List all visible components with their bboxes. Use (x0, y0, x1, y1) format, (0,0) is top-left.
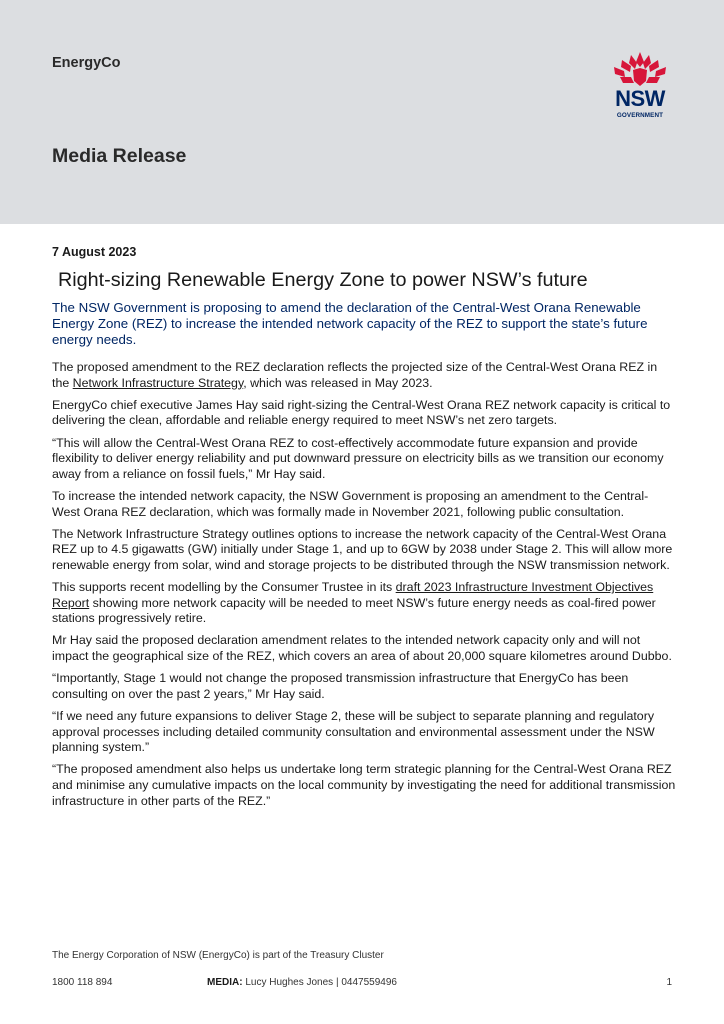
paragraph-4: To increase the intended network capacity, the NSW Government is proposing an amendment to the Central-West Orana REZ declaration, which was formally made in November 2021, following public consultation. (52, 488, 649, 519)
footer-note: The Energy Corporation of NSW (EnergyCo) is part of the Treasury Cluster (52, 950, 384, 961)
nsw-government-logo (606, 50, 674, 122)
release-date: 7 August 2023 (52, 245, 137, 259)
paragraph-1-text-before: The proposed amendment to the REZ declaration reflects the projected size of the Central-West Orana REZ in the (52, 360, 658, 390)
paragraph-7: Mr Hay said the proposed declaration amendment relates to the intended network capacity only and will not impact the geographical size of the REZ, which covers an area of about 20,000 square kilometres around Dubbo. (52, 633, 672, 664)
paragraph-6-text-before: This supports recent modelling by the Consumer Trustee in its (52, 580, 396, 595)
paragraph-10: “The proposed amendment also helps us undertake long term strategic planning for the Central-West Orana REZ and minimise any cumulative impacts on the local community by investigating the need for additional transmission infrastructure in other parts of the REZ.” (52, 762, 676, 808)
media-contact: Lucy Hughes Jones | 0447559496 (245, 977, 397, 988)
paragraph-6 (52, 580, 676, 627)
footer-phone: 1800 118 894 (52, 977, 113, 988)
waratah-icon (606, 50, 674, 88)
paragraph-5: The Network Infrastructure Strategy outlines options to increase the network capacity of the Central-West Orana REZ up to 4.5 gigawatts (GW) initially under Stage 1, and up to 6GW by 2038 under Stage 2. This will allow more renewable energy from solar, wind and storage projects to be distributed through the NSW transmission network. (52, 526, 673, 572)
article-body (52, 360, 676, 816)
paragraph-2: EnergyCo chief executive James Hay said right-sizing the Central-West Orana REZ network capacity is critical to delivering the clean, affordable and reliable energy required to meet NSW’s net zero targets. (52, 397, 671, 428)
paragraph-8: “Importantly, Stage 1 would not change the proposed transmission infrastructure that EnergyCo has been consulting on over the past 2 years,” Mr Hay said. (52, 671, 629, 701)
paragraph-6-text-after: showing more network capacity will be needed to meet NSW’s future energy needs as coal-fired power stations progressively retire. (52, 595, 656, 626)
header-banner (0, 0, 724, 224)
lead-paragraph: The NSW Government is proposing to amend the declaration of the Central-West Orana Renewable Energy Zone (REZ) to increase the intended network capacity of the REZ to support the state’s future energy needs. (52, 300, 648, 347)
article-title: Right-sizing Renewable Energy Zone to power NSW’s future (58, 269, 588, 291)
logo-government-text: GOVERNMENT (616, 112, 664, 119)
media-label: MEDIA: (207, 977, 243, 988)
paragraph-1-text-after: , which was released in May 2023. (243, 375, 433, 390)
footer-media-contact (207, 977, 397, 988)
document-type: Media Release (52, 145, 187, 167)
paragraph-1 (52, 360, 676, 391)
logo-nsw-text: NSW (615, 86, 665, 111)
organisation-name: EnergyCo (52, 55, 121, 71)
paragraph-9: “If we need any future expansions to deliver Stage 2, these will be subject to separate planning and regulatory approval processes including detailed community consultation and environmental assessment under the NSW planning system.” (52, 709, 655, 755)
iiro-report-link[interactable]: draft 2023 Infrastructure Investment Objectives Report (52, 580, 654, 610)
page-number: 1 (666, 977, 672, 988)
network-infrastructure-strategy-link[interactable]: Network Infrastructure Strategy (72, 375, 244, 390)
paragraph-3: “This will allow the Central-West Orana REZ to cost-effectively accommodate future expansion and provide flexibility to deliver energy reliability and put downward pressure on electricity bills as we transition our economy away from a reliance on fossil fuels,” Mr Hay said. (52, 435, 664, 481)
